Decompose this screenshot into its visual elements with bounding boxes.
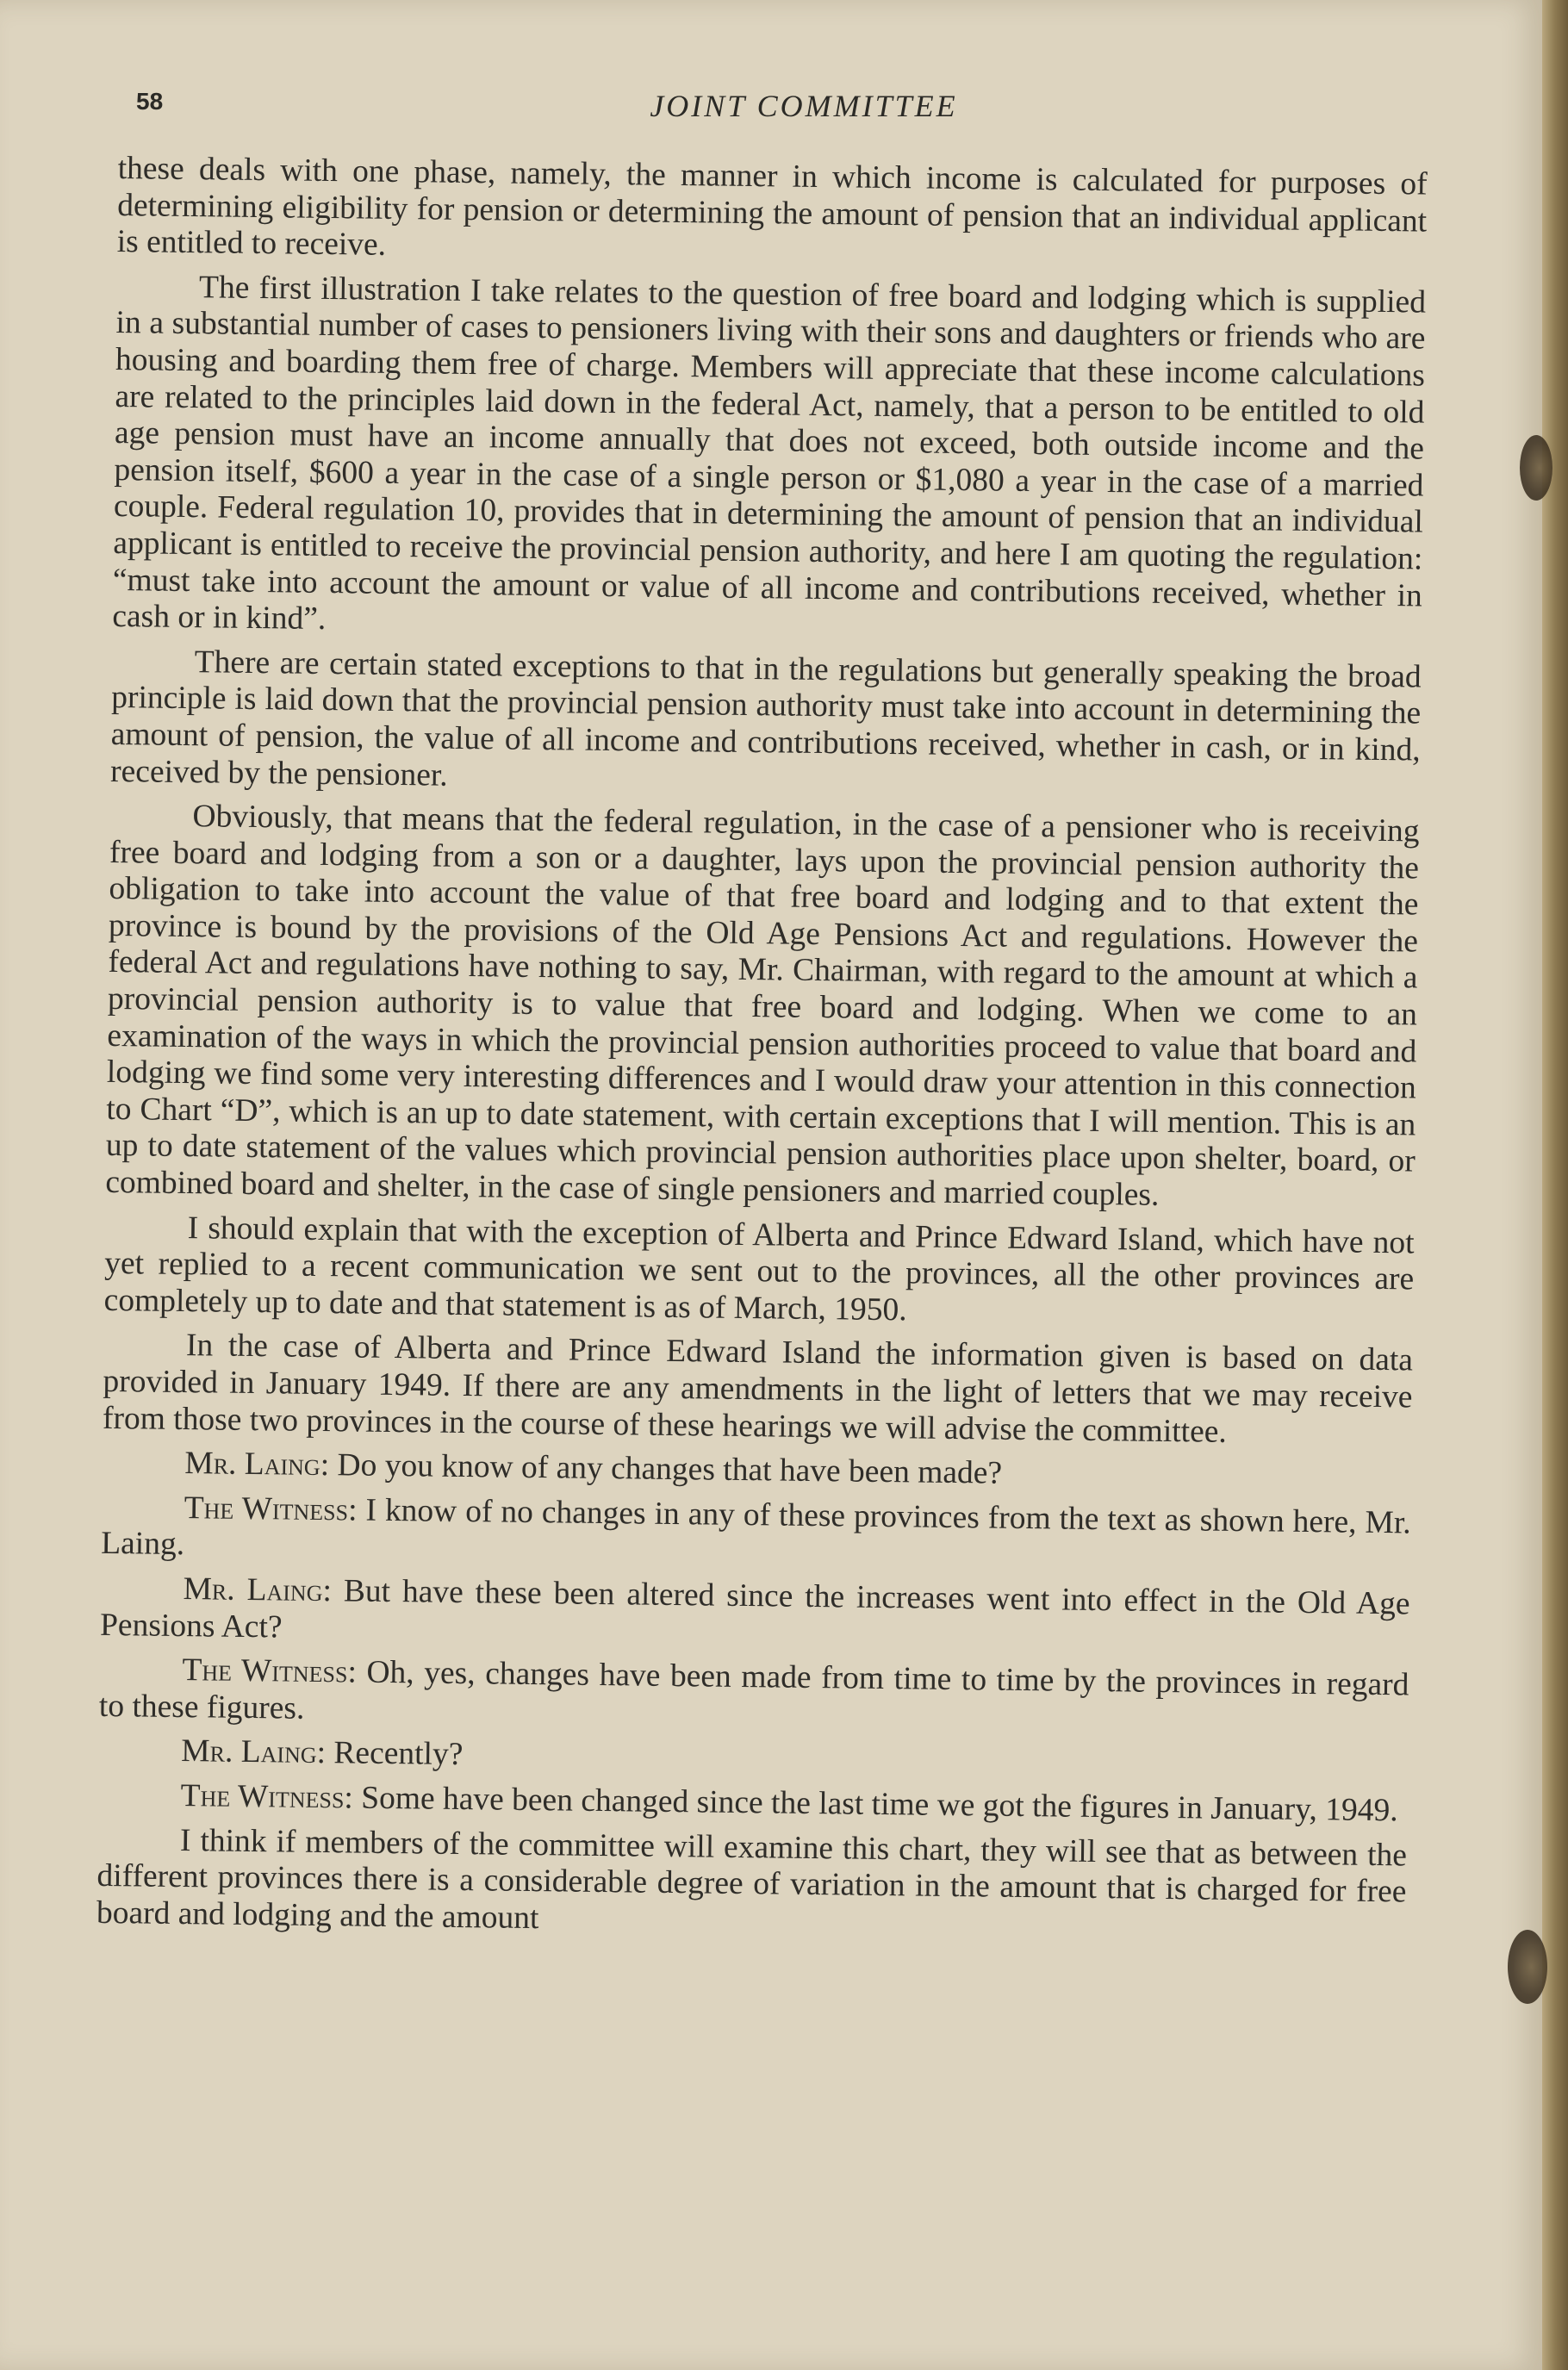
body-text bbox=[96, 151, 1428, 1956]
speech: Recently? bbox=[333, 1735, 464, 1773]
dialogue-line: Mr. Laing: Recently? bbox=[181, 1733, 464, 1773]
dialogue-line: The Witness: I know of no changes in any of these provinces from the text as shown here, Mr. Laing. bbox=[100, 1490, 1411, 1563]
speech: Do you know of any changes that have been made? bbox=[337, 1447, 1003, 1491]
binding-hole bbox=[1520, 435, 1552, 501]
paragraph: There are certain stated exceptions to that in the regulations but generally speaking the broad principle is laid down that the provincial pension authority must take into account in determining the amount of pension, the value of all income and contributions received, whether in cash, or in kind, received by the pensioner. bbox=[109, 644, 1422, 793]
binding-edge bbox=[1542, 0, 1568, 2370]
page-header bbox=[136, 88, 1420, 129]
speaker: The Witness bbox=[182, 1652, 348, 1690]
dialogue-line: The Witness: Oh, yes, changes have been made from time to time by the provinces in regard to these figures. bbox=[98, 1652, 1409, 1726]
binding-hole bbox=[1508, 1930, 1547, 2004]
speech: I know of no changes in any of these provinces from the text as shown here, Mr. Laing. bbox=[100, 1492, 1411, 1563]
speaker: Mr. Laing bbox=[181, 1733, 317, 1771]
dialogue-line: The Witness: Some have been changed since the last time we got the figures in January, 1949. bbox=[180, 1777, 1398, 1829]
paragraph: I think if members of the committee will examine this chart, they will see that as between the different provinces there is a considerable degree of variation in the amount that is charged for free board and lodging and the amount bbox=[96, 1822, 1408, 1936]
dialogue-line: Mr. Laing: But have these been altered since the increases went into effect in the Old Age Pensions Act? bbox=[99, 1571, 1410, 1645]
speaker: Mr. Laing bbox=[184, 1446, 320, 1484]
running-head: JOINT COMMITTEE bbox=[650, 89, 958, 123]
paragraph: The first illustration I take relates to the question of free board and lodging which is supplied in a substantial number of cases to pensioners living with their sons and daughters or friends who are housing and boarding them free of charge. Members will appreciate that these income calculations are related to the principles laid down in the federal Act, namely, that a person to be entitled to old age pension must have an income annually that does not exceed, both outside income and the pension itself, $600 a year in the case of a single person or $1,080 a year in the case of a married couple. Federal regulation 10, provides that in determining the amount of pension that an individual applicant is entitled to receive the provincial pension authority, and here I am quoting the regulation: “must take into account the amount or value of all income and contributions received, whether in cash or in kind”. bbox=[112, 269, 1427, 638]
speech: But have these been altered since the increases went into effect in the Old Age Pensions Act? bbox=[99, 1573, 1410, 1645]
speaker: The Witness bbox=[180, 1777, 345, 1816]
speech: Oh, yes, changes have been made from time to time by the provinces in regard to these figures. bbox=[98, 1654, 1409, 1726]
page-number: 58 bbox=[136, 88, 164, 115]
paragraph: I should explain that with the exception of Alberta and Prince Edward Island, which have not yet replied to a recent communication we sent out to the provinces, all the other provinces are completely up to date and that statement is as of March, 1950. bbox=[103, 1210, 1415, 1328]
paragraph: In the case of Alberta and Prince Edward Island the information given is based on data provided in January 1949. If there are any amendments in the light of letters that we may receive from those two provinces in the course of these hearings we will advise the committee. bbox=[102, 1328, 1414, 1450]
speaker: Mr. Laing bbox=[183, 1571, 323, 1608]
speaker: The Witness bbox=[184, 1490, 349, 1528]
dialogue-line: Mr. Laing: Do you know of any changes that have been made? bbox=[184, 1446, 1003, 1491]
paragraph: these deals with one phase, namely, the manner in which income is calculated for purposes of determining eligibility for pension or determining the amount of pension that an individual applicant is entitled to receive. bbox=[116, 151, 1428, 263]
paragraph: Obviously, that means that the federal regulation, in the case of a pensioner who is receiving free board and lodging from a son or a daughter, lays upon the provincial pension authority the obligation to take into account the value of that free board and lodging and to that extent the province is bound by the provisions of the Old Age Pensions Act and regulations. However the federal Act and regulations have nothing to say, Mr. Chairman, with regard to the amount at which a provincial pension authority is to value that free board and lodging. When we come to an examination of the ways in which the provincial pension authorities proceed to value that board and lodging we find some very interesting differences and I would draw your attention in this connection to Chart “D”, which is an up to date statement, with certain exceptions that I will mention. This is an up to date statement of the values which provincial pension authorities place upon shelter, board, or combined board and shelter, in the case of single pensioners and married couples. bbox=[105, 799, 1420, 1213]
speech: Some have been changed since the last time we got the figures in January, 1949. bbox=[360, 1780, 1398, 1829]
